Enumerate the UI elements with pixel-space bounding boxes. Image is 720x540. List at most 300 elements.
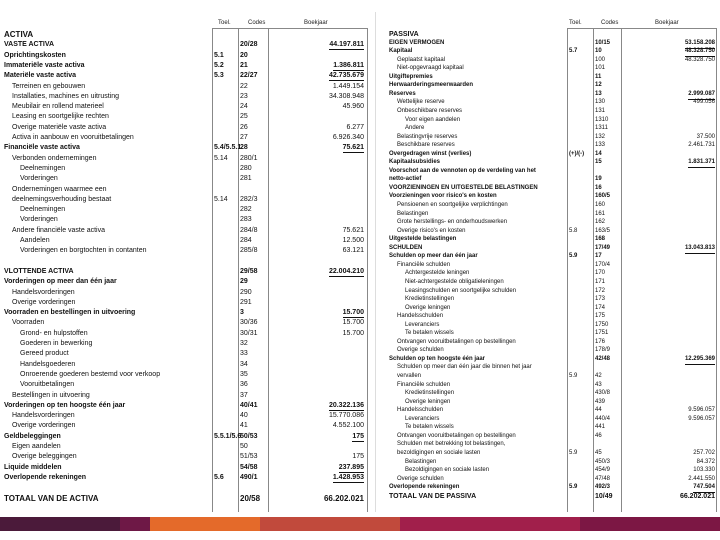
row-value: 747.504 xyxy=(693,483,715,493)
row-label: Andere xyxy=(405,125,425,132)
balance-row xyxy=(0,61,370,70)
row-code: 46 xyxy=(595,432,602,439)
row-label: Vorderingen op ten hoogste één jaar xyxy=(4,401,126,409)
row-label: SCHULDEN xyxy=(389,244,423,251)
row-code: 172 xyxy=(595,287,606,294)
balance-row xyxy=(0,288,370,297)
row-note: 5.9 xyxy=(569,253,578,260)
row-code: 162 xyxy=(595,219,606,226)
row-label: Financiële schulden xyxy=(397,261,451,268)
row-code: 17/49 xyxy=(595,244,611,251)
row-code: 161 xyxy=(595,210,606,217)
row-label: Leveranciers xyxy=(405,321,440,328)
row-code: 10 xyxy=(595,48,602,55)
balance-row xyxy=(0,133,370,142)
row-label: Overige leningen xyxy=(405,304,451,311)
row-code: 33 xyxy=(240,350,248,358)
row-label: Uitgestelde belastingen xyxy=(389,236,457,243)
row-value: 45.960 xyxy=(342,103,364,111)
row-label: Geplaatst kapitaal xyxy=(397,56,446,63)
row-code: 11 xyxy=(595,73,602,80)
row-code: 54/58 xyxy=(240,463,258,471)
row-label: Vorderingen op meer dan één jaar xyxy=(4,278,117,286)
row-label: Overige vorderingen xyxy=(12,422,76,430)
row-label: Gereed product xyxy=(20,350,69,358)
row-label: Pensioenen en soortgelijke verplichtingen xyxy=(397,202,508,208)
row-label: ACTIVA xyxy=(4,30,34,39)
row-label: Schulden met betrekking tot belastingen, xyxy=(397,441,506,448)
row-note: 5.9 xyxy=(569,449,578,456)
row-label: Verbonden ondernemingen xyxy=(12,154,97,162)
page-divider xyxy=(375,12,376,512)
row-code: 133 xyxy=(595,142,606,149)
row-value: 66.202.021 xyxy=(323,493,364,503)
row-value: 6.277 xyxy=(346,123,364,131)
row-value: 9.596.057 xyxy=(688,407,715,414)
balance-row xyxy=(0,195,370,204)
row-code: 174 xyxy=(595,304,606,311)
balance-row xyxy=(0,257,370,266)
row-label: Onbeschikbare reserves xyxy=(397,107,463,114)
row-label: TOTAAL VAN DE PASSIVA xyxy=(389,492,477,500)
row-code: 37 xyxy=(240,391,248,399)
row-code: 12 xyxy=(595,82,602,89)
row-code: 30/36 xyxy=(240,319,258,327)
row-value: 175 xyxy=(352,432,364,440)
footer-segment xyxy=(580,517,720,531)
row-value: 53.158.208 xyxy=(685,39,715,49)
footer-segment xyxy=(0,517,120,531)
row-code: 1750 xyxy=(595,321,609,328)
balance-row xyxy=(0,154,370,163)
row-label: VASTE ACTIVA xyxy=(4,41,55,49)
row-label: Kredietinstellingen xyxy=(405,390,455,397)
row-value: 175 xyxy=(352,453,364,461)
row-code: 19 xyxy=(595,176,602,183)
row-code: 20/28 xyxy=(240,41,258,49)
row-label: Overige vorderingen xyxy=(12,298,76,306)
row-label: Bestellingen in uitvoering xyxy=(12,391,90,399)
row-code: 20 xyxy=(240,51,248,59)
balance-row xyxy=(0,473,370,482)
row-label: Overige beleggingen xyxy=(12,453,77,461)
row-label: TOTAAL VAN DE ACTIVA xyxy=(4,493,99,503)
row-code: 492/3 xyxy=(595,484,611,491)
balance-row xyxy=(0,277,370,286)
row-label: Uitgiftepremies xyxy=(389,73,433,80)
row-code: 1311 xyxy=(595,125,608,132)
row-value: 2.441.550 xyxy=(688,475,715,482)
row-label: Achtergestelde leningen xyxy=(405,270,470,277)
row-code: 40 xyxy=(240,412,248,420)
row-value: 48.328.750 xyxy=(684,56,715,63)
toel-header: Toel. xyxy=(569,20,582,26)
row-code: 160 xyxy=(595,202,606,208)
row-value: 257.702 xyxy=(693,449,715,456)
row-label: Leasing en soortgelijke rechten xyxy=(12,113,109,121)
balance-row xyxy=(0,411,370,420)
row-label: Installaties, machines en uitrusting xyxy=(12,92,119,100)
row-value: 37.500 xyxy=(696,133,715,140)
row-label: Grond- en hulpstoffen xyxy=(20,329,88,337)
row-value: 2.999.087 xyxy=(688,90,715,100)
balance-row xyxy=(0,236,370,245)
row-label: Belastingvrije reserves xyxy=(397,133,458,140)
row-code: 13 xyxy=(595,90,602,97)
row-label: Eigen aandelen xyxy=(12,443,61,450)
row-code: 14 xyxy=(595,150,602,157)
row-code: 441 xyxy=(595,424,606,431)
row-label: Niet-opgevraagd kapitaal xyxy=(397,65,464,72)
row-value: 44.197.811 xyxy=(329,41,364,49)
balance-row xyxy=(0,391,370,400)
row-value: 12.295.369 xyxy=(685,355,715,365)
row-code: 17 xyxy=(595,253,602,260)
balance-row xyxy=(0,246,370,255)
row-label: Belastingen xyxy=(405,458,437,465)
balance-row xyxy=(0,318,370,327)
row-label: Financiële vaste activa xyxy=(4,144,80,152)
row-value: 15.700 xyxy=(342,319,364,327)
balance-row xyxy=(0,164,370,173)
row-code: 282 xyxy=(240,206,252,214)
row-label: Schulden op meer dan één jaar die binnen het jaar xyxy=(397,364,532,371)
row-label: Voorzieningen voor risico's en kosten xyxy=(389,193,497,200)
row-label: Ondernemingen waarmee een xyxy=(12,185,107,193)
row-label: Handelsvorderingen xyxy=(12,412,75,420)
row-label: Kredietinstellingen xyxy=(405,296,455,303)
balance-row xyxy=(0,205,370,214)
row-code: 284 xyxy=(240,237,252,244)
footer-segment xyxy=(260,517,400,531)
row-label: Handelsvorderingen xyxy=(12,288,75,296)
row-code: 1310 xyxy=(595,116,609,123)
row-code: 170 xyxy=(595,270,606,277)
row-code: 34 xyxy=(240,360,248,368)
balance-row xyxy=(0,360,370,369)
row-note: 5.7 xyxy=(569,48,578,55)
row-value: 1.428.953 xyxy=(332,473,364,481)
row-value: 1.386.811 xyxy=(333,61,364,69)
row-value: 499.056 xyxy=(693,99,715,106)
row-label: Vorderingen xyxy=(20,175,58,183)
row-label: VOORZIENINGEN EN UITGESTELDE BELASTINGEN xyxy=(389,184,538,191)
row-value: 75.621 xyxy=(342,144,364,152)
row-label: Voorschot aan de vennoten op de verdeling van het xyxy=(389,167,536,174)
row-code: 10/49 xyxy=(595,492,613,500)
row-label: Ontvangen vooruitbetalingen op bestellingen xyxy=(397,432,516,439)
row-code: 29 xyxy=(240,278,248,286)
row-label: Kapitaal xyxy=(389,48,413,55)
row-note: 5.4/5.5.1 xyxy=(214,144,242,152)
row-label: deelnemingsverhouding bestaat xyxy=(12,195,112,203)
balance-row xyxy=(0,339,370,348)
row-code: 131 xyxy=(595,107,606,114)
row-code: 22/27 xyxy=(240,72,258,80)
row-label: Schulden op ten hoogste één jaar xyxy=(389,355,486,362)
row-note: (+)/(-) xyxy=(569,150,585,157)
balance-row xyxy=(0,174,370,183)
row-code: 1751 xyxy=(595,330,609,337)
boekjaar-header: Boekjaar xyxy=(304,20,328,26)
balance-row xyxy=(0,298,370,307)
balance-row xyxy=(0,442,370,451)
row-code: 168 xyxy=(595,236,606,243)
row-value: 22.004.210 xyxy=(328,267,364,275)
balance-row xyxy=(0,82,370,91)
balance-row xyxy=(381,492,720,501)
row-value: 103.330 xyxy=(693,467,715,474)
header-rule xyxy=(212,28,368,29)
row-label: bezoldigingen en sociale lasten xyxy=(397,449,481,456)
balance-row xyxy=(0,185,370,194)
row-label: Vorderingen en borgtochten in contanten xyxy=(20,247,147,255)
row-code: 132 xyxy=(595,133,606,140)
passiva-page xyxy=(381,12,720,512)
row-value: 15.770.086 xyxy=(328,412,364,420)
row-label: Te betalen wissels xyxy=(405,424,454,431)
row-label: Meubilair en rollend materieel xyxy=(12,103,104,111)
row-code: 3 xyxy=(240,309,244,317)
row-label: Overige risico's en kosten xyxy=(397,227,466,234)
row-note: 5.8 xyxy=(569,227,578,234)
row-code: 41 xyxy=(240,422,248,430)
row-label: Voorraden xyxy=(12,319,45,327)
balance-row xyxy=(0,380,370,389)
row-code: 176 xyxy=(595,338,606,345)
row-label: Wettelijke reserve xyxy=(397,99,445,106)
row-code: 281 xyxy=(240,175,252,183)
row-code: 173 xyxy=(595,296,606,303)
row-code: 32 xyxy=(240,340,248,347)
row-code: 280/1 xyxy=(240,154,258,162)
row-code: 282/3 xyxy=(240,195,258,203)
row-code: 43 xyxy=(595,381,602,388)
row-label: Overige schulden xyxy=(397,347,444,354)
row-code: 454/9 xyxy=(595,467,611,474)
row-code: 283 xyxy=(240,216,252,224)
row-label: Bezoldigingen en sociale lasten xyxy=(405,467,490,474)
row-note: 5.14 xyxy=(214,154,228,162)
row-code: 175 xyxy=(595,313,606,320)
row-code: 26 xyxy=(240,123,248,131)
row-code: 284/8 xyxy=(240,226,258,234)
balance-row xyxy=(0,30,370,39)
balance-row xyxy=(0,226,370,235)
row-code: 29/58 xyxy=(240,267,258,275)
row-code: 178/9 xyxy=(595,347,611,354)
row-value: 1.831.371 xyxy=(688,158,715,168)
row-label: netto-actief xyxy=(389,176,422,183)
row-value: 2.461.731 xyxy=(688,142,715,149)
balance-row xyxy=(0,102,370,111)
row-label: Terreinen en gebouwen xyxy=(12,82,86,90)
row-code: 30/31 xyxy=(240,329,258,337)
row-code: 20/58 xyxy=(240,493,261,503)
row-value: 48.328.750 xyxy=(685,47,715,57)
row-code: 25 xyxy=(240,113,248,121)
row-value: 13.043.813 xyxy=(685,244,715,254)
row-code: 50 xyxy=(240,443,248,450)
row-code: 450/3 xyxy=(595,458,611,465)
row-note: 5.9 xyxy=(569,373,578,379)
row-label: Oprichtingskosten xyxy=(4,51,66,59)
row-code: 50/53 xyxy=(240,432,258,440)
row-code: 101 xyxy=(595,65,606,72)
row-label: Overige schulden xyxy=(397,475,444,482)
row-label: Handelsgoederen xyxy=(20,360,76,368)
row-value: 15.700 xyxy=(342,309,364,317)
row-label: Liquide middelen xyxy=(4,463,62,471)
row-label: Beschikbare reserves xyxy=(397,142,455,149)
row-label: Overige leningen xyxy=(405,398,451,405)
row-value: 75.621 xyxy=(342,226,364,234)
row-label: Andere financiële vaste activa xyxy=(12,226,105,234)
row-code: 42 xyxy=(595,373,602,379)
row-label: Goederen in bewerking xyxy=(20,340,93,347)
row-label: Activa in aanbouw en vooruitbetalingen xyxy=(12,134,134,141)
row-label: Aandelen xyxy=(20,237,50,244)
row-code: 27 xyxy=(240,134,248,141)
row-label: Herwaarderingsmeerwaarden xyxy=(389,82,474,89)
balance-row xyxy=(0,401,370,410)
row-label: Voorraden en bestellingen in uitvoering xyxy=(4,309,136,317)
toel-header: Toel. xyxy=(218,20,231,26)
balance-row xyxy=(0,308,370,317)
balance-row xyxy=(0,349,370,358)
row-note: 5.2 xyxy=(214,61,224,69)
row-code: 163/5 xyxy=(595,227,611,234)
row-label: Vooruitbetalingen xyxy=(20,381,75,389)
row-label: Deelnemingen xyxy=(20,206,66,214)
row-label: Vorderingen xyxy=(20,216,58,224)
row-value: 9.596.057 xyxy=(688,415,715,422)
row-label: Overige materiële vaste activa xyxy=(12,123,107,131)
row-code: 280 xyxy=(240,164,252,172)
row-code: 490/1 xyxy=(240,473,258,481)
row-code: 290 xyxy=(240,288,252,296)
row-label: Niet-achtergestelde obligatieleningen xyxy=(405,278,504,285)
balance-row xyxy=(0,494,370,503)
balance-row xyxy=(0,370,370,379)
balance-row xyxy=(0,267,370,276)
footer-segment xyxy=(150,517,260,531)
row-value: 66.202.021 xyxy=(679,492,715,500)
row-label: Grote herstellings- en onderhoudswerken xyxy=(397,219,508,226)
balance-row xyxy=(0,143,370,152)
row-label: VLOTTENDE ACTIVA xyxy=(4,267,74,275)
row-label: Handelsschulden xyxy=(397,313,444,320)
balance-row xyxy=(0,483,370,492)
row-code: 47/48 xyxy=(595,475,611,482)
row-code: 24 xyxy=(240,103,248,111)
row-code: 35 xyxy=(240,370,248,378)
boekjaar-header: Boekjaar xyxy=(655,20,679,26)
row-note: 5.9 xyxy=(569,484,578,491)
footer-segment xyxy=(120,517,150,531)
row-value: 237.895 xyxy=(338,463,364,471)
footer-color-bar xyxy=(0,517,720,531)
row-label: Handelsschulden xyxy=(397,407,444,414)
row-value: 42.735.679 xyxy=(328,72,364,80)
row-label: PASSIVA xyxy=(389,31,419,38)
codes-header: Codes xyxy=(601,20,619,26)
row-label: Overlopende rekeningen xyxy=(389,484,460,491)
row-label: Financiële schulden xyxy=(397,381,451,388)
row-label: Deelnemingen xyxy=(20,164,66,172)
row-label: Overlopende rekeningen xyxy=(4,473,87,481)
row-note: 5.3 xyxy=(214,72,224,80)
row-value: 20.322.136 xyxy=(328,401,364,409)
row-code: 100 xyxy=(595,56,606,63)
balance-row xyxy=(0,421,370,430)
row-value: 4.552.100 xyxy=(332,422,364,430)
row-code: 439 xyxy=(595,398,606,405)
balance-row xyxy=(0,463,370,472)
row-code: 28 xyxy=(240,144,248,152)
row-label: Materiële vaste activa xyxy=(4,72,76,80)
row-value: 84.372 xyxy=(696,458,715,465)
row-code: 171 xyxy=(595,278,606,285)
balance-row xyxy=(0,71,370,80)
row-label: Ontvangen vooruitbetalingen op bestellingen xyxy=(397,338,516,345)
row-code: 430/8 xyxy=(595,390,611,397)
row-note: 5.6 xyxy=(214,473,224,481)
balance-row xyxy=(0,432,370,441)
row-label: Geldbeleggingen xyxy=(4,432,61,440)
row-code: 44 xyxy=(595,407,602,414)
row-label: Leveranciers xyxy=(405,415,440,422)
balance-row xyxy=(0,112,370,121)
row-note: 5.14 xyxy=(214,195,228,203)
row-code: 15 xyxy=(595,159,602,166)
balance-row xyxy=(0,40,370,49)
row-code: 16 xyxy=(595,184,602,191)
row-code: 40/41 xyxy=(240,401,258,409)
balance-row xyxy=(0,452,370,461)
row-code: 51/53 xyxy=(240,453,258,461)
row-value: 1.449.154 xyxy=(332,82,364,90)
row-code: 42/48 xyxy=(595,355,611,362)
balance-row xyxy=(0,329,370,338)
row-code: 23 xyxy=(240,92,248,100)
row-code: 160/5 xyxy=(595,193,611,200)
balance-row xyxy=(0,215,370,224)
row-code: 440/4 xyxy=(595,415,611,422)
row-code: 21 xyxy=(240,61,248,69)
activa-page xyxy=(0,12,370,512)
row-code: 291 xyxy=(240,298,252,306)
balance-row xyxy=(0,51,370,60)
row-label: Voor eigen aandelen xyxy=(405,116,461,123)
row-code: 45 xyxy=(595,449,602,456)
row-label: Immateriële vaste activa xyxy=(4,61,85,69)
footer-segment xyxy=(400,517,580,531)
codes-header: Codes xyxy=(248,20,266,26)
row-code: 130 xyxy=(595,99,606,106)
balance-row xyxy=(0,92,370,101)
row-value: 6.926.340 xyxy=(332,134,364,141)
row-code: 22 xyxy=(240,82,248,90)
row-value: 12.500 xyxy=(342,237,364,244)
row-code: 285/8 xyxy=(240,247,258,255)
row-value: 15.700 xyxy=(342,329,364,337)
row-label: Onroerende goederen bestemd voor verkoop xyxy=(20,370,161,378)
header-rule xyxy=(567,28,717,29)
row-label: Te betalen wissels xyxy=(405,330,454,337)
row-code: 170/4 xyxy=(595,261,611,268)
row-label: Kapitaalsubsidies xyxy=(389,159,441,166)
